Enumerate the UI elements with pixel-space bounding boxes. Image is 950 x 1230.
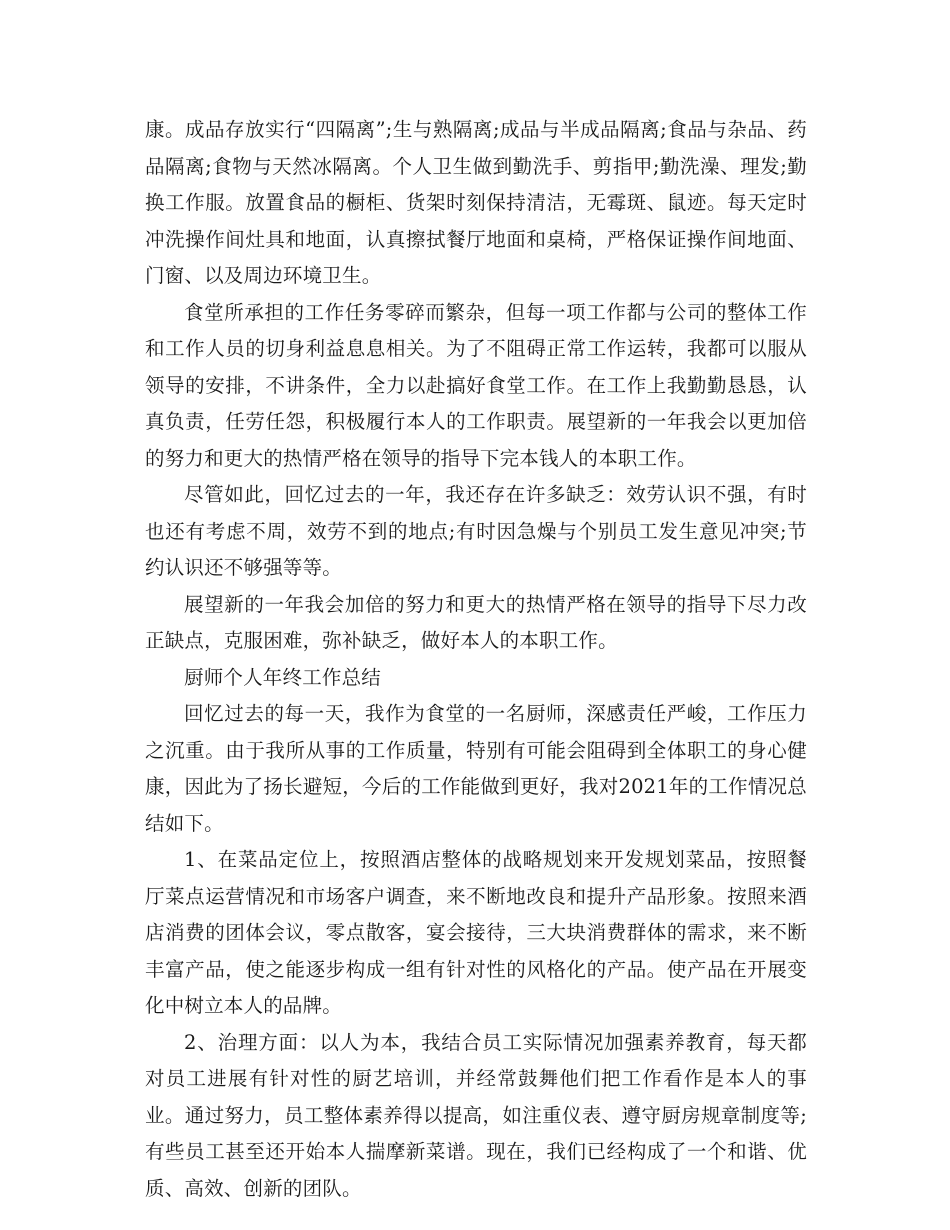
paragraph-shortcomings: 尽管如此，回忆过去的一年，我还存在许多缺乏：效劳认识不强，有时也还有考虑不周，效劳不到的地点;有时因急燥与个别员工发生意见冲突;节约认识还不够强等等。 (145, 483, 807, 579)
paragraph-item-1: 1、在菜品定位上，按照酒店整体的战略规划来开发规划菜品，按照餐厅菜点运营情况和市场客户调查，来不断地改良和提升产品形象。按照来酒店消费的团体会议，零点散客，宴会接待，三大块消费群体的需求，来不断丰富产品，使之能逐步构成一组有针对性的风格化的产品。使产品在开展变化中树立本人的品牌。 (145, 848, 807, 1017)
section-heading: 厨师个人年终工作总结 (184, 665, 382, 689)
paragraph-canteen-duties: 食堂所承担的工作任务零碎而繁杂，但每一项工作都与公司的整体工作和工作人员的切身利益息息相关。为了不阻碍正常工作运转，我都可以服从领导的安排，不讲条件，全力以赴搞好食堂工作。在工作上我勤勤恳恳，认真负责，任劳任怨，积极履行本人的工作职责。展望新的一年我会以更加倍的努力和更大的热情严格在领导的指导下完本钱人的本职工作。 (145, 300, 807, 470)
paragraph-hygiene-continued: 康。成品存放实行“四隔离”;生与熟隔离;成品与半成品隔离;食品与杂品、药品隔离;食物与天然冰隔离。个人卫生做到勤洗手、剪指甲;勤洗澡、理发;勤换工作服。放置食品的橱柜、货架时刻保持清洁，无霉斑、鼠迹。每天定时冲洗操作间灶具和地面，认真擦拭餐厅地面和桌椅，严格保证操作间地面、门窗、以及周边环境卫生。 (145, 118, 807, 287)
document-body (145, 112, 807, 1207)
paragraph-outlook: 展望新的一年我会加倍的努力和更大的热情严格在领导的指导下尽力改正缺点，克服困难，弥补缺乏，做好本人的本职工作。 (145, 592, 807, 652)
paragraph-item-2: 2、治理方面：以人为本，我结合员工实际情况加强素养教育，每天都对员工进展有针对性的厨艺培训，并经常鼓舞他们把工作看作是本人的事业。通过努力，员工整体素养得以提高，如注重仪表、遵守厨房规章制度等;有些员工甚至还开始本人揣摩新菜谱。现在，我们已经构成了一个和谐、优质、高效、创新的团队。 (145, 1030, 807, 1200)
paragraph-intro: 回忆过去的每一天，我作为食堂的一名厨师，深感责任严峻，工作压力之沉重。由于我所从事的工作质量，特别有可能会阻碍到全体职工的身心健康，因此为了扬长避短，今后的工作能做到更好，我对2021年的工作情况总结如下。 (145, 702, 807, 835)
